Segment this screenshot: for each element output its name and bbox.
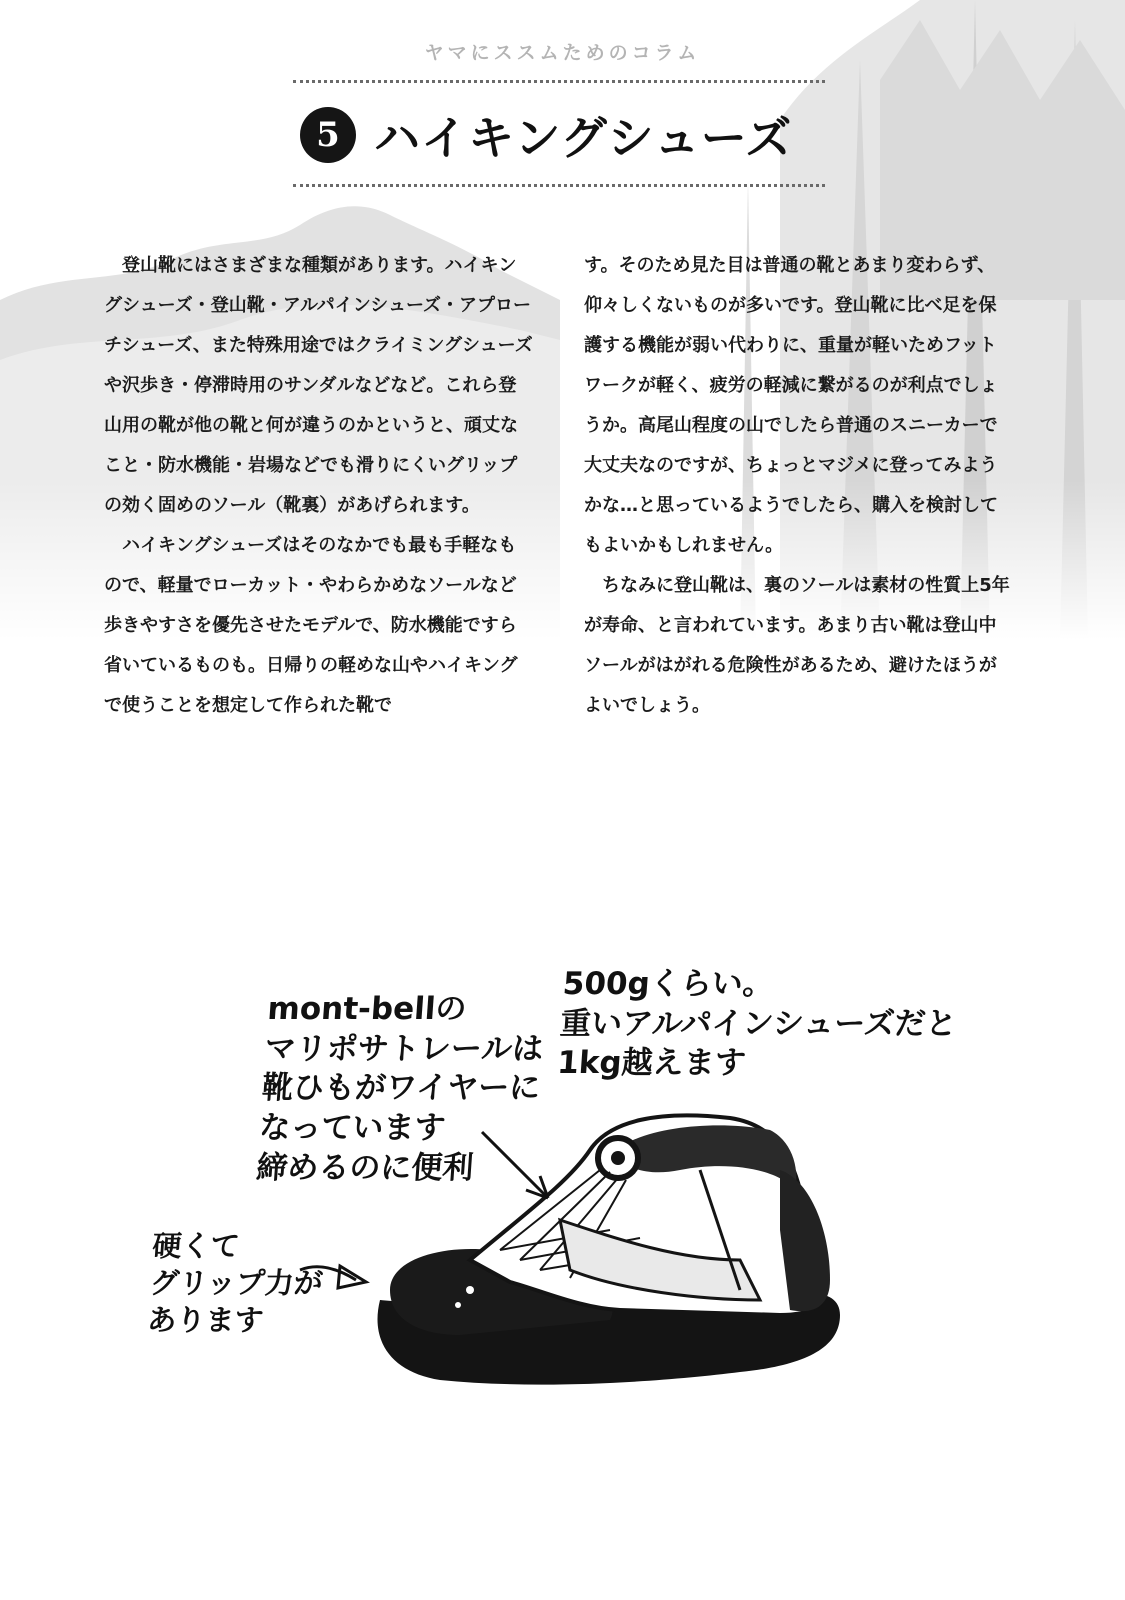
paragraph: ちなみに登山靴は、裏のソールは素材の性質上5年が寿命、と言われています。あまり古い靴は登山中ソールがはがれる危険性があるため、避けたほうがよいでしょう。 [584, 575, 1010, 716]
page-title: ハイキングシューズ [374, 111, 793, 165]
bottom-divider [293, 184, 825, 187]
paragraph: ハイキングシューズはそのなかでも最も手軽なもので、軽量でローカット・やわらかめなソールなど歩きやすさを優先させたモデルで、防水機能ですら省いているものも。日帰りの軽めな山やハイキングで使うことを想定して作られた靴で [104, 535, 518, 716]
number-badge: 5 [300, 107, 356, 163]
note-grip: 硬くて グリップ力が あります [146, 1229, 325, 1338]
paragraph: す。そのため見た目は普通の靴とあまり変わらず、仰々しくないものが多いです。登山靴に比べ足を保護する機能が弱い代わりに、重量が軽いためフットワークが軽く、疲労の軽減に繋がるのが利点でしょうか。高尾山程度の山でしたら普通のスニーカーで大丈夫なのですが、ちょっとマジメに登ってみようかな…と思っているようでしたら、購入を検討してもよいかもしれません。 [584, 255, 998, 556]
top-divider [293, 80, 825, 83]
paragraph: 登山靴にはさまざまな種類があります。ハイキングシューズ・登山靴・アルパインシューズ・アプローチシューズ、また特殊用途ではクライミングシューズや沢歩き・停滞時用のサンダルなどなど。これら登山用の靴が他の靴と何が違うのかというと、頑丈なこと・防水機能・岩場などでも滑りにくいグリップの効く固めのソール（靴裏）があげられます。 [104, 255, 533, 516]
body-column-right [584, 246, 1014, 726]
series-title: ヤマにススムためのコラム [424, 42, 701, 64]
note-wire-lace: mont-bellの マリポサトレールは 靴ひもがワイヤーに なっています 締めるのに便利 [255, 991, 545, 1186]
body-column-left [104, 246, 534, 726]
note-weight: 500gくらい。 重いアルパインシューズだと 1kg越えます [556, 966, 958, 1082]
column-heading [300, 100, 840, 170]
